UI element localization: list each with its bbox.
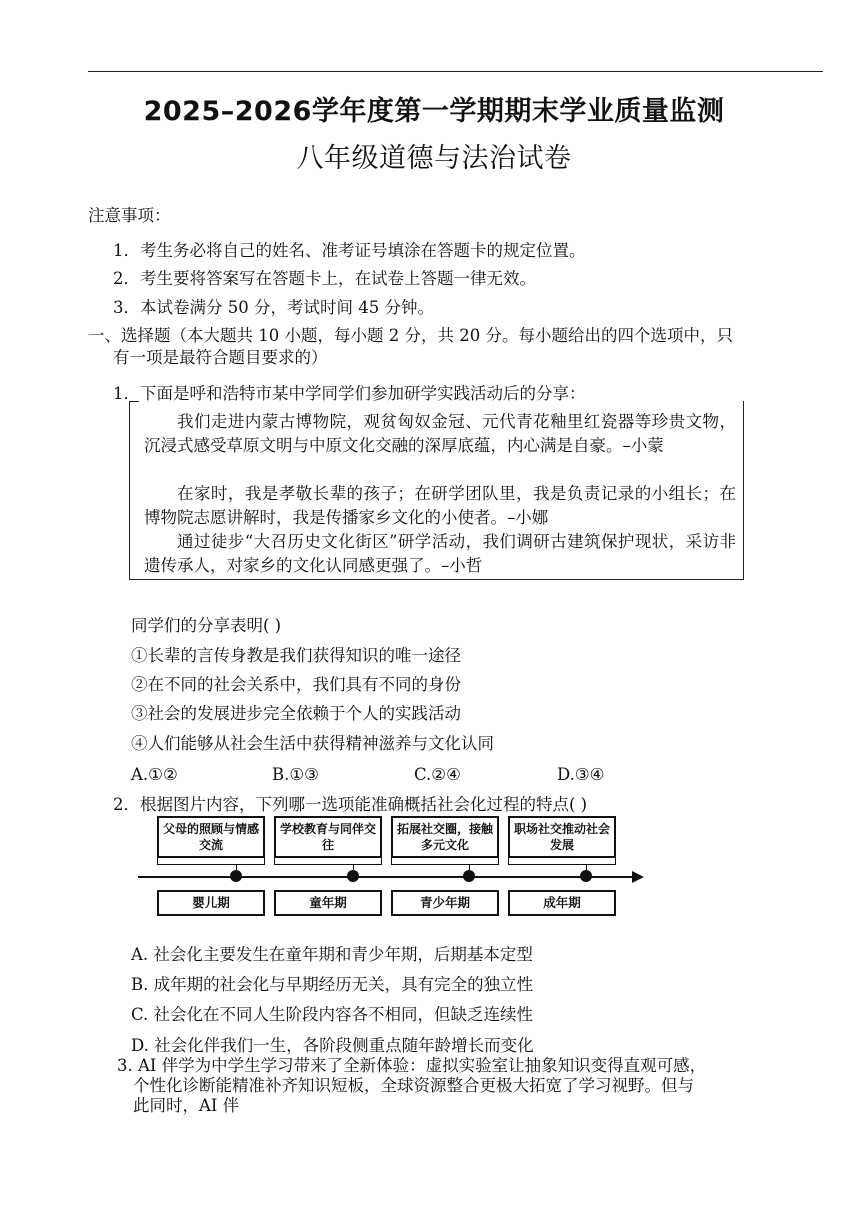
q2-option-b: B. 成年期的社会化与早期经历无关，具有完全的独立性 bbox=[131, 975, 534, 994]
q3-line-1: 3. AI 伴学为中学生学习带来了全新体验：虚拟实验室让抽象知识变得直观可感， bbox=[117, 1056, 707, 1075]
bracket-line bbox=[391, 864, 499, 865]
page-subtitle: 八年级道德与法治试卷 bbox=[296, 143, 572, 174]
stage-adolescence: 青少年期 bbox=[391, 890, 499, 916]
bracket-line bbox=[264, 858, 265, 865]
diagram-label-adolescence: 拓展社交圈，接触多元文化 bbox=[391, 816, 499, 858]
q1-option-d: D.③④ bbox=[557, 765, 605, 784]
q2-option-c: C. 社会化在不同人生阶段内容各不相同，但缺乏连续性 bbox=[131, 1005, 534, 1024]
q1-stem: 1．下面是呼和浩特市某中学同学们参加研学实践活动后的分享： bbox=[113, 384, 586, 403]
page-title bbox=[0, 89, 868, 128]
q1-statement-2: ②在不同的社会关系中，我们具有不同的身份 bbox=[131, 675, 461, 694]
timeline-arrow-icon bbox=[632, 871, 644, 883]
q2-stem: 2．根据图片内容，下列哪一选项能准确概括社会化过程的特点( ) bbox=[113, 795, 588, 814]
q1-statement-1: ①长辈的言传身教是我们获得知识的唯一途径 bbox=[131, 646, 461, 665]
notice-item-2: 2．考生要将答案写在答题卡上，在试卷上答题一律无效。 bbox=[113, 269, 536, 288]
bracket-line bbox=[274, 858, 275, 865]
notice-heading: 注意事项： bbox=[88, 206, 171, 225]
bracket-line bbox=[391, 858, 392, 865]
bracket-line bbox=[508, 864, 616, 865]
diagram-label-infancy: 父母的照顾与情感交流 bbox=[157, 816, 265, 858]
timeline-dot bbox=[347, 870, 359, 882]
top-rule bbox=[88, 71, 823, 72]
title-year: 2025–2026 bbox=[143, 96, 312, 127]
bracket-line bbox=[157, 858, 158, 865]
bracket-line bbox=[381, 858, 382, 865]
q1-share-xiaomeng: 我们走进内蒙古博物院，观贫匈奴金冠、元代青花釉里红瓷器等珍贵文物，沉浸式感受草原文明与中原文化交融的深厚底蕴，内心满是自豪。–小蒙 bbox=[144, 412, 736, 455]
q2-option-a: A. 社会化主要发生在童年期和青少年期，后期基本定型 bbox=[131, 945, 533, 964]
q1-share-xiaozhe: 通过徒步“大召历史文化街区”研学活动，我们调研古建筑保护现状，采访非遗传承人，对家乡的文化认同感更强了。–小哲 bbox=[144, 532, 736, 575]
timeline-dot bbox=[580, 870, 592, 882]
q1-share-box-top bbox=[129, 401, 139, 402]
q1-question: 同学们的分享表明( ) bbox=[131, 616, 282, 635]
bracket-line bbox=[157, 864, 265, 865]
diagram-label-adulthood: 职场社交推动社会发展 bbox=[508, 816, 616, 858]
q1-option-b: B.①③ bbox=[272, 765, 319, 784]
bracket-line bbox=[274, 864, 382, 865]
stage-adulthood: 成年期 bbox=[508, 890, 616, 916]
notice-item-1: 1．考生务必将自己的姓名、准考证号填涂在答题卡的规定位置。 bbox=[113, 241, 586, 260]
stage-childhood: 童年期 bbox=[274, 890, 382, 916]
section-heading-line2: 有一项是最符合题目要求的） bbox=[113, 348, 328, 367]
q1-option-a: A.①② bbox=[131, 765, 178, 784]
title-text: 学年度第一学期期末学业质量监测 bbox=[311, 96, 725, 127]
bracket-line bbox=[508, 858, 509, 865]
bracket-line bbox=[498, 858, 499, 865]
q1-statement-3: ③社会的发展进步完全依赖于个人的实践活动 bbox=[131, 704, 461, 723]
q1-statement-4: ④人们能够从社会生活中获得精神滋养与文化认同 bbox=[131, 734, 494, 753]
notice-item-3: 3．本试卷满分 50 分，考试时间 45 分钟。 bbox=[113, 298, 434, 317]
q1-option-c: C.②④ bbox=[414, 765, 461, 784]
timeline-axis bbox=[138, 876, 638, 878]
section-heading-line1: 一、选择题（本大题共 10 小题，每小题 2 分，共 20 分。每小题给出的四个选项中，只 bbox=[88, 326, 733, 345]
stage-infancy: 婴儿期 bbox=[157, 890, 265, 916]
q3-line-2: 个性化诊断能精准补齐知识短板，全球资源整合更极大拓宽了学习视野。但与 bbox=[133, 1076, 694, 1095]
timeline-dot bbox=[230, 870, 242, 882]
q3-line-3: 此同时，AI 伴 bbox=[133, 1096, 240, 1115]
bracket-line bbox=[615, 858, 616, 865]
q2-option-d: D. 社会化伴我们一生，各阶段侧重点随年龄增长而变化 bbox=[131, 1036, 534, 1055]
socialization-diagram bbox=[130, 812, 650, 920]
q1-share-xiaona: 在家时，我是孝敬长辈的孩子；在研学团队里，我是负责记录的小组长；在博物院志愿讲解时，我是传播家乡文化的小使者。–小娜 bbox=[144, 484, 736, 527]
timeline-dot bbox=[463, 870, 475, 882]
diagram-label-childhood: 学校教育与同伴交往 bbox=[274, 816, 382, 858]
